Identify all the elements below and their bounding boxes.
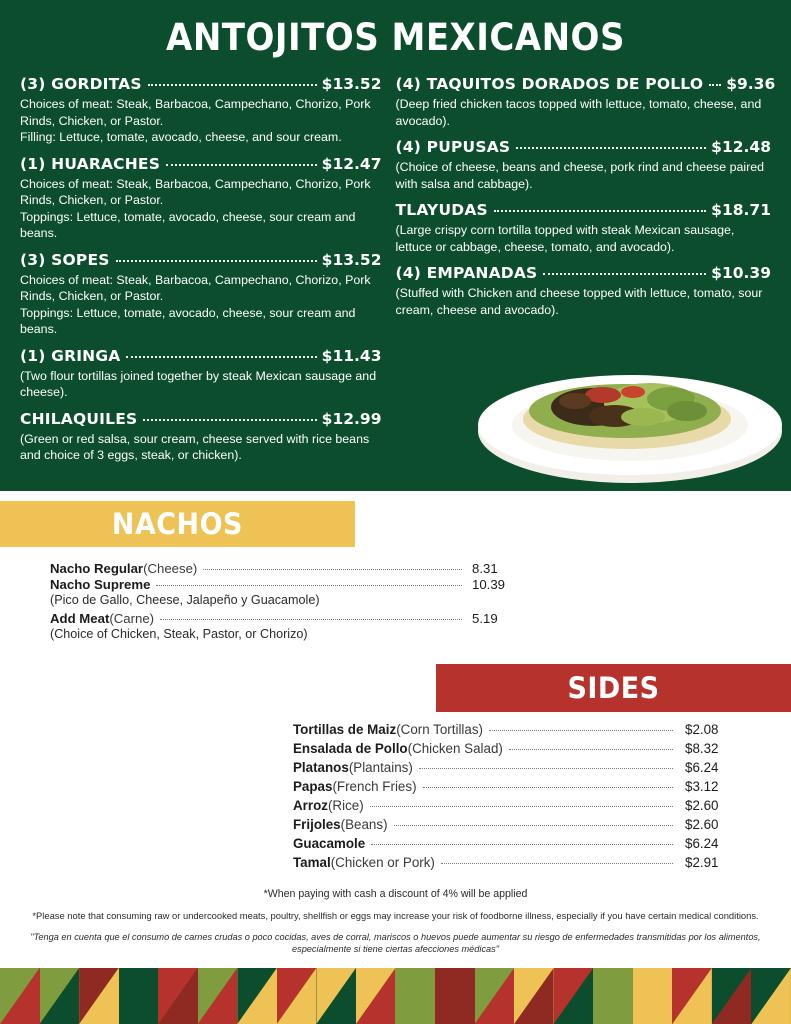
sides-item-price: $2.60	[685, 798, 719, 813]
menu-item-line	[396, 201, 772, 219]
sides-item-price: $6.24	[685, 836, 719, 851]
triangle-tile	[119, 968, 159, 1024]
menu-item-description: Choices of meat: Steak, Barbacoa, Campechano, Chorizo, Pork Rinds, Chicken, or Pastor. Filling: Lettuce, tomate, avocado, cheese, and sour cream.	[20, 97, 371, 144]
triangle-tile	[712, 968, 752, 1024]
menu-item-description: (Green or red salsa, sour cream, cheese served with rice beans and choice of 3 eggs, steak, or chicken).	[20, 431, 370, 462]
menu-item-name: (4) TAQUITOS DORADOS DE POLLO	[395, 75, 704, 93]
nachos-row	[50, 577, 520, 592]
sides-item-name: Platanos	[293, 760, 349, 775]
menu-item	[20, 410, 382, 464]
menu-item-name: (1) GRINGA	[20, 346, 121, 365]
sides-item-name: Papas	[293, 779, 333, 794]
decorative-triangle-footer	[0, 968, 791, 1024]
triangle-tile	[237, 968, 277, 1024]
leader-dots	[509, 749, 673, 750]
triangle-tile	[633, 968, 673, 1024]
menu-column-left	[20, 75, 382, 473]
nachos-row	[50, 611, 520, 626]
triangle-tile	[514, 968, 554, 1024]
page-title: ANTOJITOS MEXICANOS	[166, 16, 625, 59]
sides-row	[293, 817, 741, 832]
sides-item-translation: (Rice)	[327, 798, 364, 813]
menu-item-line	[20, 410, 382, 428]
menu-item-name: (4) PUPUSAS	[395, 138, 511, 156]
nachos-heading: NACHOS	[112, 506, 243, 541]
nachos-item-name: Nacho Supreme	[50, 576, 151, 592]
sides-row	[293, 722, 741, 737]
triangle-tile	[395, 968, 435, 1024]
nachos-item-subnote: (Pico de Gallo, Cheese, Jalapeño y Guacamole)	[50, 592, 320, 607]
menu-item	[20, 75, 382, 146]
leader-dots	[371, 844, 673, 845]
menu-item-line	[396, 264, 772, 282]
sides-item-translation: (Beans)	[340, 817, 388, 832]
triangle-tile	[0, 968, 40, 1024]
nachos-item-name: Add Meat	[50, 610, 110, 626]
menu-item-price: $9.36	[726, 75, 776, 93]
sides-item-name: Tamal	[293, 855, 331, 870]
menu-item-description: (Large crispy corn tortilla topped with steak Mexican sausage, lettuce or cabbage, cheese, tomato, and avocado).	[395, 223, 735, 254]
sides-heading-banner	[436, 664, 791, 712]
sides-row	[293, 836, 741, 851]
sides-row	[293, 779, 741, 794]
menu-item-price: $18.71	[711, 201, 771, 219]
sides-item-translation: (French Fries)	[332, 779, 417, 794]
leader-dots	[543, 273, 706, 275]
sides-row	[293, 741, 741, 756]
menu-item-name: TLAYUDAS	[395, 201, 488, 219]
leader-dots	[116, 260, 317, 262]
triangle-tile	[593, 968, 633, 1024]
nachos-item-name: Nacho Regular	[50, 560, 144, 576]
leader-dots	[494, 210, 706, 212]
triangle-tile	[158, 968, 198, 1024]
menu-item	[20, 155, 382, 242]
triangle-tile	[198, 968, 238, 1024]
triangle-tile	[356, 968, 396, 1024]
cash-discount-note: *When paying with cash a discount of 4% will be applied	[263, 888, 528, 900]
nachos-list	[0, 547, 520, 651]
sides-item-price: $2.60	[685, 817, 719, 832]
menu-item-price: $12.47	[321, 154, 382, 173]
menu-item-description: (Deep fried chicken tacos topped with lettuce, tomato, cheese, and avocado).	[395, 97, 762, 128]
nachos-item-price: 10.39	[472, 576, 506, 592]
menu-item-name: CHILAQUILES	[20, 409, 138, 428]
triangle-tile	[277, 968, 317, 1024]
menu-item-name: (3) GORDITAS	[20, 75, 142, 93]
sides-item-name: Guacamole	[293, 836, 366, 851]
triangle-tile	[554, 968, 594, 1024]
leader-dots	[203, 569, 462, 570]
nachos-row	[50, 561, 520, 576]
triangle-tile	[672, 968, 712, 1024]
sides-heading: SIDES	[567, 671, 660, 705]
triangle-tile	[751, 968, 791, 1024]
sides-item-translation: (Corn Tortillas)	[396, 722, 483, 737]
menu-item-name: (3) SOPES	[20, 250, 110, 269]
menu-item-line	[20, 75, 382, 93]
sides-item-translation: (Chicken Salad)	[407, 741, 503, 756]
leader-dots	[160, 619, 462, 620]
sides-item-name: Arroz	[293, 798, 328, 813]
sides-item-price: $2.08	[685, 722, 719, 737]
leader-dots	[166, 164, 317, 166]
leader-dots	[394, 825, 673, 826]
triangle-tile	[316, 968, 356, 1024]
menu-item-price: $13.52	[321, 250, 382, 269]
nachos-item-price: 8.31	[472, 560, 498, 576]
sides-row	[293, 760, 741, 775]
menu-item-line	[395, 75, 776, 93]
menu-item-description: (Stuffed with Chicken and cheese topped with lettuce, tomato, sour cream, cheese and avocado).	[395, 286, 763, 317]
menu-item	[395, 75, 776, 129]
food-safety-note-es: "Tenga en cuenta que el consumo de carnes crudas o poco cocidas, aves de corral, mariscos o huevos puede aumentar su riesgo de enfermedades transmitidas por los alimentos, especialmente si tiene ciertas afecciones médicas"	[30, 931, 761, 955]
leader-dots	[489, 730, 673, 731]
leader-dots	[709, 84, 721, 86]
menu-item-line	[396, 138, 772, 156]
sides-row	[293, 855, 741, 870]
triangle-tile	[40, 968, 80, 1024]
leader-dots	[419, 768, 673, 769]
menu-item-line	[20, 347, 382, 365]
antojitos-section	[0, 0, 791, 491]
sides-item-translation: (Chicken or Pork)	[330, 855, 435, 870]
menu-item	[20, 251, 382, 338]
sides-item-name: Frijoles	[293, 817, 341, 832]
menu-item	[396, 201, 772, 255]
menu-item-line	[20, 155, 382, 173]
menu-item-price: $12.99	[321, 409, 382, 428]
triangle-tile	[435, 968, 475, 1024]
triangle-tile	[475, 968, 515, 1024]
menu-item-price: $13.52	[321, 75, 382, 93]
leader-dots	[148, 84, 317, 86]
menu-item-price: $12.48	[711, 138, 771, 156]
leader-dots	[441, 863, 673, 864]
menu-item-description: (Choice of cheese, beans and cheese, pork rind and cheese paired with salsa and cabbage).	[395, 160, 765, 191]
menu-item	[20, 347, 382, 401]
menu-item-name: (4) EMPANADAS	[395, 264, 538, 282]
nachos-heading-banner	[0, 501, 355, 547]
menu-column-right	[395, 75, 776, 327]
nachos-item-translation: (Cheese)	[143, 560, 198, 576]
menu-item-description: Choices of meat: Steak, Barbacoa, Campechano, Chorizo, Pork Rinds, Chicken, or Pastor. Toppings: Lettuce, tomate, avocado, cheese, sour cream and beans.	[20, 272, 371, 336]
leader-dots	[423, 787, 673, 788]
sides-list	[293, 722, 741, 874]
sides-item-name: Tortillas de Maiz	[293, 722, 397, 737]
menu-item-line	[20, 251, 382, 269]
menu-item	[396, 264, 772, 318]
menu-item-price: $11.43	[321, 346, 382, 365]
sides-item-name: Ensalada de Pollo	[293, 741, 408, 756]
nachos-item-translation: (Carne)	[109, 610, 155, 626]
food-safety-note-en: *Please note that consuming raw or undercooked meats, poultry, shellfish or eggs may increase your risk of foodborne illness, especially if you have certain medical conditions.	[32, 910, 759, 921]
menu-item-description: Choices of meat: Steak, Barbacoa, Campechano, Chorizo, Pork Rinds, Chicken, or Pastor. Toppings: Lettuce, tomate, avocado, cheese, sour cream and beans.	[20, 176, 371, 240]
nachos-item-subnote: (Choice of Chicken, Steak, Pastor, or Chorizo)	[50, 626, 308, 641]
menu-item-price: $10.39	[711, 264, 771, 282]
menu-item	[396, 138, 772, 192]
nachos-item-price: 5.19	[472, 610, 498, 626]
menu-item-description: (Two flour tortillas joined together by steak Mexican sausage and cheese).	[20, 368, 377, 399]
leader-dots	[156, 585, 462, 586]
menu-item-name: (1) HUARACHES	[20, 154, 161, 173]
sides-item-translation: (Plantains)	[348, 760, 413, 775]
leader-dots	[516, 147, 706, 149]
sides-row	[293, 798, 741, 813]
tlayuda-plate-photo	[475, 359, 785, 487]
triangle-tile	[79, 968, 119, 1024]
sides-item-price: $8.32	[685, 741, 719, 756]
leader-dots	[143, 419, 316, 421]
leader-dots	[126, 356, 316, 358]
sides-item-price: $2.91	[685, 855, 719, 870]
sides-item-price: $6.24	[685, 760, 719, 775]
sides-item-price: $3.12	[685, 779, 719, 794]
footnotes	[0, 888, 791, 956]
leader-dots	[370, 806, 673, 807]
